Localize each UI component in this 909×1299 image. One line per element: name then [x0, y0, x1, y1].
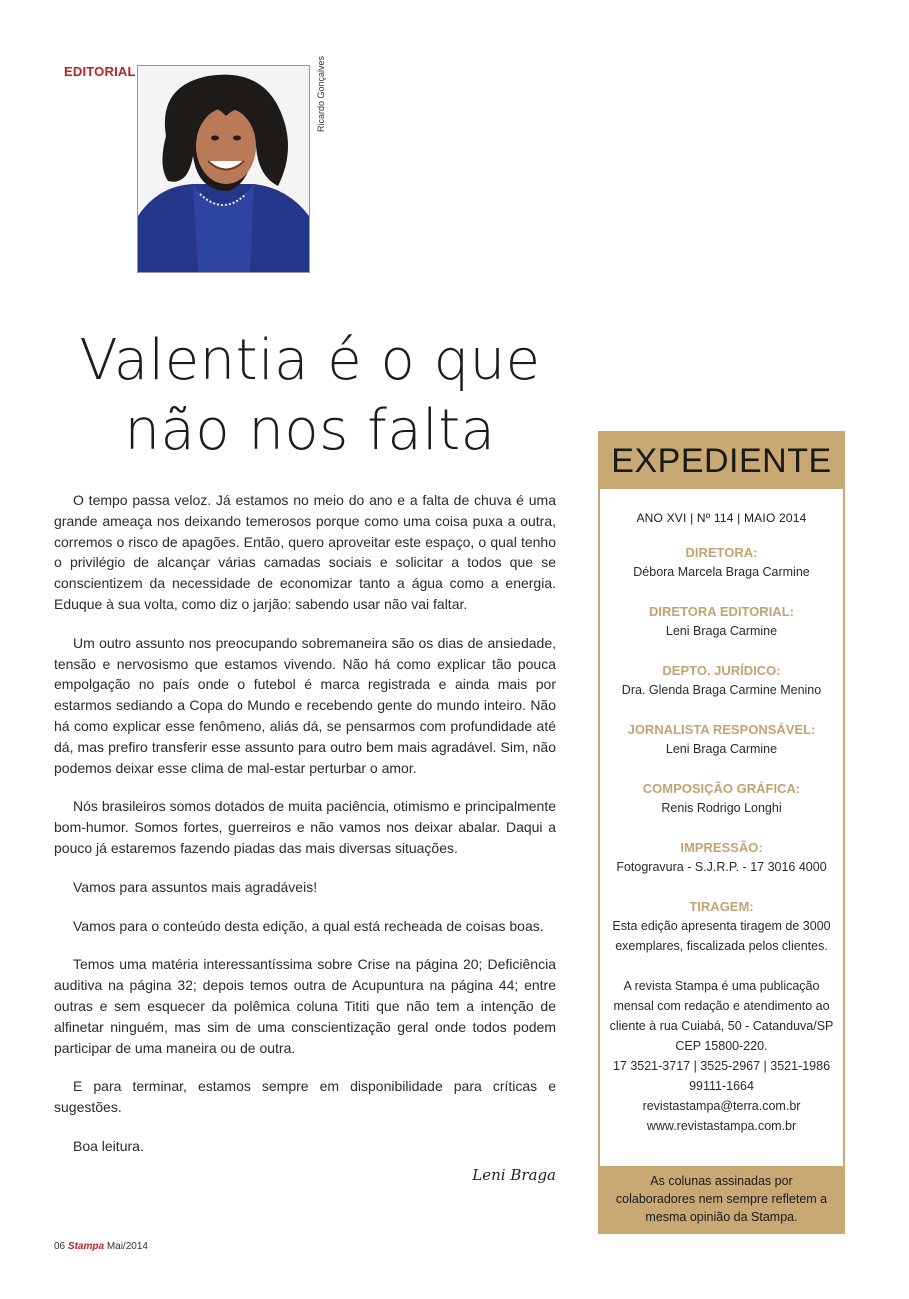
- title-line: não nos falta: [124, 398, 496, 463]
- credit-entry: [600, 602, 843, 641]
- contact-line: CEP 15800-220.: [675, 1039, 768, 1053]
- issue-date: Mai/2014: [106, 1241, 148, 1252]
- article-body: [54, 490, 556, 1175]
- article-title: [40, 326, 580, 466]
- article-paragraph: Um outro assunto nos preocupando sobremaneira são os dias de ansiedade, tensão e nervosismo que estamos vivendo. Não há como explicar tão pouca empolgação no país onde o futebol é marca registrada e ainda mais por estarmos sediando a Copa do Mundo e recebendo gente do mundo inteiro. Não há como explicar esse fenômeno, aliás dá, se pensarmos com profundidade até dá, mas prefiro transferir esse assunto para outro bem mais agradável. Sim, não podemos deixar esse clima de mal-estar perturbar o amor.: [54, 634, 556, 776]
- credit-entry: [600, 720, 843, 759]
- tiragem-text: Esta edição apresenta tiragem de 3000 exemplares, fiscalizada pelos clientes.: [612, 919, 831, 953]
- author-portrait-illustration: [138, 66, 309, 272]
- article-paragraph: O tempo passa veloz. Já estamos no meio do ano e a falta de chuva é uma grande ameaça nos deixando temerosos porque como uma coisa puxa a outra, corremos o risco de apagões. Então, quero aproveitar este espaço, o qual tenho o privilégio de alcançar várias camadas sociais e solicitar a todos que se conscientizem da necessidade de economizar tanto a água como a energia. Eduque à sua volta, como diz o jarjão: sabendo usar não vai faltar.: [54, 492, 556, 612]
- expediente-header: [600, 433, 843, 489]
- edition-info: ANO XVI | Nº 114 | MAIO 2014: [636, 511, 807, 525]
- credit-value: Fotogravura - S.J.R.P. - 17 3016 4000: [616, 860, 827, 874]
- credit-label: TIRAGEM:: [689, 899, 754, 914]
- author-signature: Leni Braga: [472, 1166, 556, 1184]
- credit-entry: [600, 838, 843, 877]
- credit-entry: [600, 543, 843, 582]
- contact-line: cliente à rua Cuiabá, 50 - Catanduva/SP: [609, 1019, 834, 1033]
- photo-credit: Ricardo Gonçalves: [316, 55, 326, 132]
- credit-value: Dra. Glenda Braga Carmine Menino: [621, 683, 822, 697]
- contact-line: A revista Stampa é uma publicação: [623, 979, 820, 993]
- phone-numbers: 17 3521-3717 | 3525-2967 | 3521-1986: [612, 1059, 831, 1073]
- article-paragraph: E para terminar, estamos sempre em disponibilidade para críticas e sugestões.: [54, 1078, 556, 1116]
- credit-value: Renis Rodrigo Longhi: [661, 801, 782, 815]
- article-paragraph: Vamos para o conteúdo desta edição, a qual está recheada de coisas boas.: [73, 917, 544, 934]
- section-label: EDITORIAL: [64, 64, 136, 79]
- tiragem-entry: [600, 897, 843, 956]
- credits-list: [600, 543, 843, 956]
- credit-value: Débora Marcela Braga Carmine: [633, 565, 810, 579]
- credit-label: JORNALISTA RESPONSÁVEL:: [627, 722, 816, 737]
- article-paragraph: Nós brasileiros somos dotados de muita paciência, otimismo e principalmente bom-humor. Somos fortes, guerreiros e não vamos nos deixar abalar. Daqui a pouco já estaremos fazendo piadas das mais diversas situações.: [54, 798, 556, 856]
- credit-entry: [600, 661, 843, 700]
- credit-label: DIRETORA:: [685, 545, 758, 560]
- expediente-title: EXPEDIENTE: [611, 441, 832, 480]
- credit-entry: [600, 779, 843, 818]
- credit-label: IMPRESSÃO:: [680, 840, 763, 855]
- contact-line: mensal com redação e atendimento ao: [613, 999, 830, 1013]
- contact-info: [600, 976, 843, 1136]
- phone-number: 99111-1664: [689, 1079, 754, 1093]
- article-paragraph: Boa leitura.: [73, 1137, 144, 1154]
- credit-label: DEPTO. JURÍDICO:: [662, 663, 781, 678]
- page-number: 06: [54, 1241, 66, 1252]
- author-photo: [137, 65, 310, 273]
- expediente-box: [598, 431, 845, 1234]
- website-address: www.revistastampa.com.br: [646, 1119, 797, 1133]
- article-paragraph: Vamos para assuntos mais agradáveis!: [73, 878, 318, 895]
- credit-label: COMPOSIÇÃO GRÁFICA:: [642, 781, 801, 796]
- credit-value: Leni Braga Carmine: [665, 624, 778, 638]
- article-paragraph: Temos uma matéria interessantíssima sobre Crise na página 20; Deficiência auditiva na página 32; depois temos outra de Acupuntura na página 44; entre outras e sem esquecer da polêmica coluna Tititi que não tem a intenção de alfinetar ninguém, mas sim de uma conscientização geral onde todos podem participar de uma maneira ou de outra.: [54, 956, 556, 1056]
- magazine-brand: Stampa: [67, 1241, 105, 1252]
- credit-value: Leni Braga Carmine: [665, 742, 778, 756]
- title-line: Valentia é o que: [79, 328, 541, 393]
- disclaimer: As colunas assinadas por colaboradores nem sempre refletem a mesma opinião da Stampa.: [600, 1166, 843, 1232]
- email-address: revistastampa@terra.com.br: [642, 1099, 801, 1113]
- credit-label: DIRETORA EDITORIAL:: [649, 604, 794, 619]
- page-footer: [54, 1241, 148, 1252]
